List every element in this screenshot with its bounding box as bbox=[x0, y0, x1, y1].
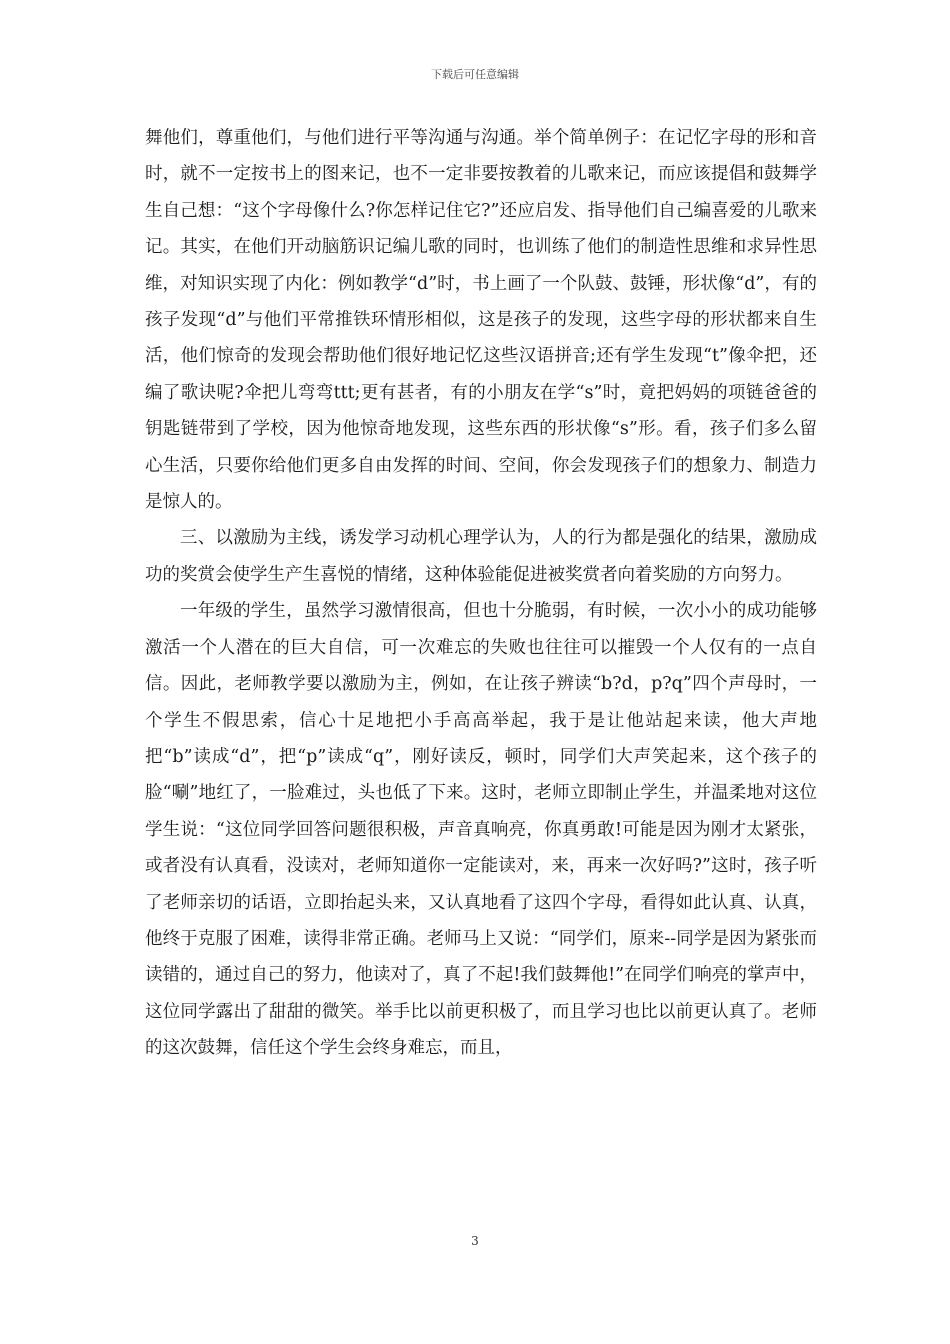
paragraph-3: 一年级的学生，虽然学习激情很高，但也十分脆弱，有时候，一次小小的成功能够激活一个人潜在的巨大自信，可一次难忘的失败也往往可以摧毁一个人仅有的一点自信。因此，老师教学要以激励为主，例如，在让孩子辨读“b?d，p?q”四个声母时，一个学生不假思索，信心十足地把小手高高举起，我于是让他站起来读，他大声地把“b”读成“d”，把“p”读成“q”，刚好读反，顿时，同学们大声笑起来，这个孩子的脸“唰”地红了，一脸难过，头也低了下来。这时，老师立即制止学生，并温柔地对这位学生说：“这位同学回答问题很积极，声音真响亮，你真勇敢!可能是因为刚才太紧张，或者没有认真看，没读对，老师知道你一定能读对，来，再来一次好吗?”这时，孩子听了老师亲切的话语，立即抬起头来，又认真地看了这四个字母，看得如此认真、认真，他终于克服了困难，读得非常正确。老师马上又说：“同学们，原来--同学是因为紧张而读错的，通过自己的努力，他读对了，真了不起!我们鼓舞他!”在同学们响亮的掌声中，这位同学露出了甜甜的微笑。举手比以前更积极了，而且学习也比以前更认真了。老师的这次鼓舞，信任这个学生会终身难忘，而且， bbox=[145, 601, 817, 1059]
page-header: 下载后可任意编辑 bbox=[431, 68, 519, 81]
document-body bbox=[145, 120, 817, 1067]
paragraph-1: 舞他们，尊重他们，与他们进行平等沟通与沟通。举个简单例子：在记忆字母的形和音时，就不一定按书上的图来记，也不一定非要按教着的儿歌来记，而应该提倡和鼓舞学生自己想：“这个字母像什么?你怎样记住它?”还应启发、指导他们自己编喜爱的儿歌来记。其实，在他们开动脑筋识记编儿歌的同时，也训练了他们的制造性思维和求异性思维，对知识实现了内化：例如教学“d”时，书上画了一个队鼓、鼓锤，形状像“d”，有的孩子发现“d”与他们平常推铁环情形相似，这是孩子的发现，这些字母的形状都来自生活，他们惊奇的发现会帮助他们很好地记忆这些汉语拼音;还有学生发现“t”像伞把，还编了歌诀呢?伞把儿弯弯ttt;更有甚者，有的小朋友在学“s”时，竟把妈妈的项链爸爸的钥匙链带到了学校，因为他惊奇地发现，这些东西的形状像“s”形。看，孩子们多么留心生活，只要你给他们更多自由发挥的时间、空间，你会发现孩子们的想象力、制造力是惊人的。 bbox=[145, 128, 817, 513]
page-number: 3 bbox=[471, 1234, 479, 1248]
paragraph-2: 三、以激励为主线，诱发学习动机心理学认为，人的行为都是强化的结果，激励成功的奖赏会使学生产生喜悦的情绪，这种体验能促进被奖赏者向着奖励的方向努力。 bbox=[145, 528, 817, 585]
